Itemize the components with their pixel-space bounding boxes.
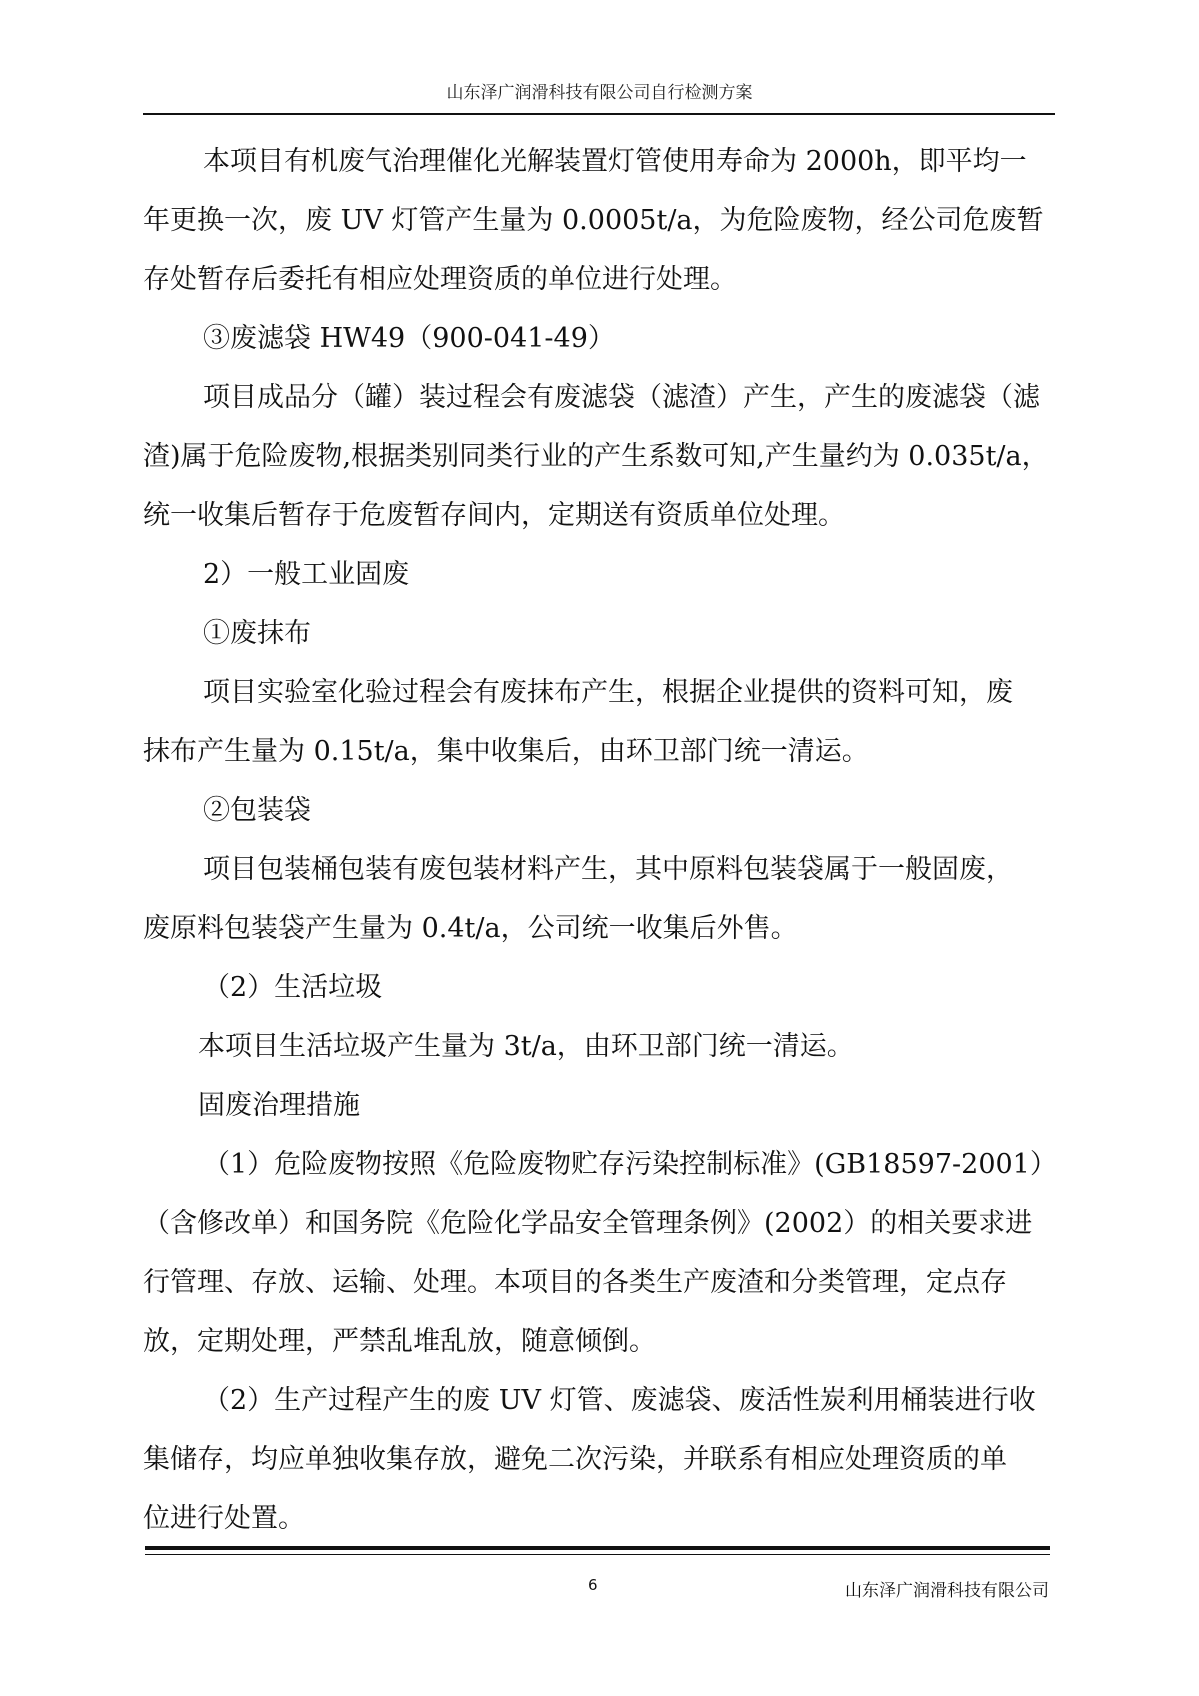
- section-heading: 2）一般工业固废: [203, 559, 410, 590]
- body-line: 存处暂存后委托有相应处理资质的单位进行处理。: [143, 264, 737, 295]
- body-line: 行管理、存放、运输、处理。本项目的各类生产废渣和分类管理，定点存: [143, 1267, 1007, 1298]
- footer-divider-thick: [145, 1546, 1050, 1550]
- footer-company-name: 山东泽广润滑科技有限公司: [845, 1581, 1049, 1601]
- body-line: 放，定期处理，严禁乱堆乱放，随意倾倒。: [143, 1326, 656, 1357]
- body-line: 项目包装桶包装有废包装材料产生，其中原料包装袋属于一般固废，: [203, 854, 1013, 885]
- body-line: 渣)属于危险废物,根据类别同类行业的产生系数可知,产生量约为 0.035t/a，: [143, 441, 1049, 472]
- section-heading: ①废抹布: [203, 618, 311, 649]
- body-line: 项目成品分（罐）装过程会有废滤袋（滤渣）产生，产生的废滤袋（滤: [203, 382, 1040, 413]
- section-heading: ③废滤袋 HW49（900-041-49）: [203, 323, 615, 354]
- section-heading: （2）生活垃圾: [203, 972, 383, 1003]
- body-line: 抹布产生量为 0.15t/a，集中收集后，由环卫部门统一清运。: [143, 736, 869, 767]
- header-divider: [143, 113, 1055, 115]
- body-line: （含修改单）和国务院《危险化学品安全管理条例》(2002）的相关要求进: [143, 1208, 1033, 1239]
- header-title: 山东泽广润滑科技有限公司自行检测方案: [446, 83, 753, 103]
- section-heading: ②包装袋: [203, 795, 311, 826]
- body-line: 本项目有机废气治理催化光解装置灯管使用寿命为 2000h，即平均一: [203, 146, 1027, 177]
- body-line: （2）生产过程产生的废 UV 灯管、废滤袋、废活性炭利用桶装进行收: [203, 1385, 1036, 1416]
- page-number: 6: [588, 1576, 598, 1594]
- body-line: 年更换一次，废 UV 灯管产生量为 0.0005t/a，为危险废物，经公司危废暂: [143, 205, 1044, 236]
- body-line: 废原料包装袋产生量为 0.4t/a，公司统一收集后外售。: [143, 913, 798, 944]
- section-heading: 固废治理措施: [198, 1090, 360, 1121]
- body-line: 集储存，均应单独收集存放，避免二次污染，并联系有相应处理资质的单: [143, 1444, 1007, 1475]
- document-body: [143, 132, 1058, 1548]
- body-line: 项目实验室化验过程会有废抹布产生，根据企业提供的资料可知，废: [203, 677, 1013, 708]
- body-line: （1）危险废物按照《危险废物贮存污染控制标准》(GB18597-2001）: [203, 1149, 1057, 1180]
- body-line: 本项目生活垃圾产生量为 3t/a，由环卫部门统一清运。: [198, 1031, 854, 1062]
- footer-divider-thin: [145, 1554, 1050, 1555]
- body-line: 位进行处置。: [143, 1503, 305, 1534]
- body-line: 统一收集后暂存于危废暂存间内，定期送有资质单位处理。: [143, 500, 845, 531]
